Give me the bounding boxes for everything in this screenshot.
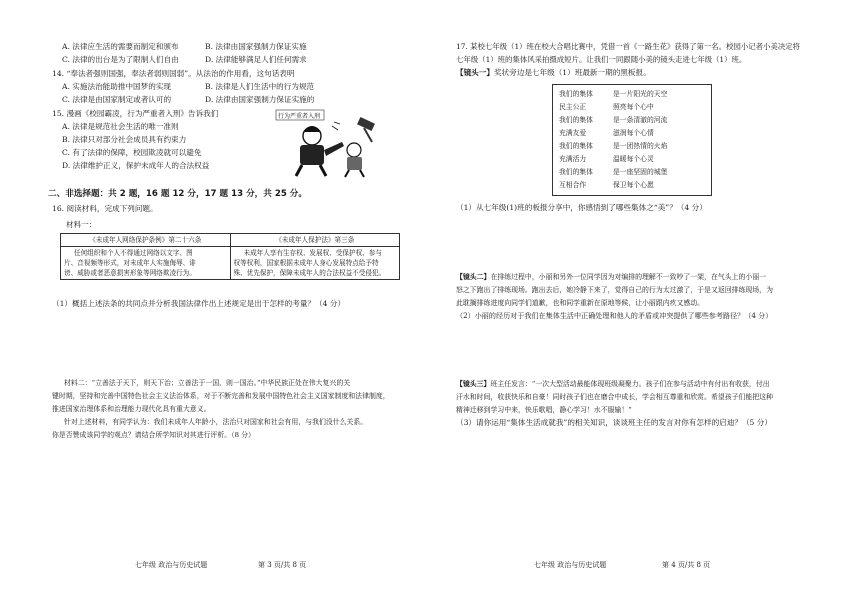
bullying-cartoon-image bbox=[272, 106, 384, 180]
table-cell-left: 任何组织和个人不得通过网络以文字、图 片、音视频等形式，对未成年人实施侮辱、诽 谤、威胁或者恶意损害形象等网络欺凌行为。 bbox=[61, 247, 231, 280]
footer-page-left: 第 3 页/共 8 页 bbox=[258, 561, 307, 569]
board-row: 互相合作 保卫每个心愿 bbox=[559, 181, 654, 189]
q15-stem: 15. 漫画《校园霸凌，行为严重者入刑》告诉我们 bbox=[52, 109, 219, 118]
material2-line-3: 推进国家治理体系和治理能力现代化具有重大意义。 bbox=[52, 405, 211, 413]
footer-page-right: 第 4 页/共 8 页 bbox=[662, 561, 711, 569]
table-cell-right: 未成年人享有生存权、发展权、受保护权、参与 权等权利，国家根据未成年人身心发展特点给予特 殊、优先保护，保障未成年人的合法权益不受侵犯。 bbox=[230, 247, 400, 280]
material2-line-1: 材料二：“立善法于天下，则天下治；立善法于一国，则一国治。”中华民族正处在伟大复兴的关 bbox=[64, 379, 351, 387]
q16-sub2-line-2: 你是否赞成该同学的观点？请结合所学知识对其进行评析。（8 分） bbox=[52, 431, 255, 439]
q17-sub2: （2）小丽的经历对于我们在集体生活中正确处理和他人的矛盾或冲突提供了哪些参考路径？（4 分） bbox=[456, 311, 773, 320]
lens3-line-3: 精神迁移到学习中来，快乐歌唱，静心学习！水不服输！” bbox=[456, 406, 632, 414]
q15-option-b: B. 法律只对部分社会成员具有约束力 bbox=[62, 135, 187, 144]
q17-sub1: （1）从七年级(1)班的板报分享中，你感悟到了哪些集体之“美”？（4 分） bbox=[456, 203, 707, 212]
exam-page-4 bbox=[430, 0, 860, 609]
lens1-line bbox=[456, 68, 651, 78]
q14-stem: 14. “奉法者强则国强，奉法者弱则国弱”。从法治的作用看，这句话表明 bbox=[52, 69, 295, 78]
lens1-tag: 【镜头一】 bbox=[456, 68, 494, 77]
board-row: 充满活力 温暖每个心灵 bbox=[559, 155, 654, 163]
cartoon-caption: 行为严重者入刑 bbox=[278, 113, 321, 120]
q15-option-a: A. 法律是规范社会生活的唯一准则 bbox=[62, 122, 179, 131]
q14-option-c: C. 法律是由国家制定或者认可的 bbox=[62, 95, 172, 104]
q16-intro: 16. 阅读材料，完成下列问题。 bbox=[52, 204, 158, 213]
material2-line-2: 键时期，坚持和完善中国特色社会主义法治体系，对于不断完善和发展中国特色社会主义国家制度和法律制度， bbox=[52, 392, 390, 400]
lens2-line-3: 此耽搁排练进度向同学们道歉，也和同学重新在原地等候，让小丽跟内疚又感动。 bbox=[456, 299, 705, 307]
board-row: 民主公正 照亮每个心中 bbox=[559, 103, 654, 111]
section-2-heading: 二、非选择题：共 2 题，16 题 12 分，17 题 13 分，共 25 分。 bbox=[48, 189, 307, 199]
board-row: 我们的集体 是一片阳光的天空 bbox=[559, 90, 668, 98]
footer-subject-left: 七年级 政治与历史试题 bbox=[135, 561, 208, 569]
board-row: 我们的集体 是一条清澈的河流 bbox=[559, 116, 668, 124]
blackboard-poem bbox=[552, 84, 712, 196]
q15-option-c: C. 有了法律的保障，校园欺凌就可以避免 bbox=[62, 148, 202, 157]
q13-option-a: A. 法律应生活的需要而制定和颁布 bbox=[62, 42, 179, 51]
material1-label: 材料一： bbox=[66, 220, 97, 229]
lens2-tag: 【镜头二】 bbox=[456, 273, 491, 281]
lens2-line-1: 【镜头二】在排练过程中，小丽和另外一位同学因为对编排的理解不一致吵了一架，在气头上的小丽一 bbox=[456, 273, 767, 281]
q16-sub1: （1）概括上述法条的共同点并分析我国法律作出上述规定是出于怎样的考量？（4 分） bbox=[52, 299, 346, 308]
q15-option-d: D. 法律维护正义，保护未成年人的合法权益 bbox=[62, 161, 210, 170]
q14-option-d: D. 法律由国家强制力保证实施的 bbox=[205, 95, 315, 104]
lens1-text: 奖状旁边是七年级（1）班最新一期的黑板报。 bbox=[493, 68, 651, 77]
q17-stem-line-2: 七年级（1）班的集体风采拍摄成短片。让我们一同跟随小美的镜头走进七年级（1）班。 bbox=[456, 55, 747, 64]
table-header-right: 《未成年人保护法》第三条 bbox=[230, 234, 400, 247]
lens3-line-1: 【镜头三】班主任发言：“一次大型活动最能体现班级凝聚力。孩子们在参与活动中有付出有收获，付出 bbox=[456, 380, 770, 388]
lens2-line-2: 怒之下跑出了排练现场。跑出去后，她冷静下来了，觉得自己的行为太过激了，于是又返回排练现场，为 bbox=[456, 286, 773, 294]
board-row: 充满友爱 滋润每个心情 bbox=[559, 129, 654, 137]
q13-option-c: C. 法律的出台是为了限制人们自由 bbox=[62, 55, 179, 64]
q13-option-d: D. 法律能够满足人们任何需求 bbox=[205, 55, 307, 64]
q16-sub2-line-1: 针对上述材料，有同学认为：我们未成年人年龄小，法治只对国家和社会有用，与我们没什么关系。 bbox=[64, 418, 368, 426]
lens3-tag: 【镜头三】 bbox=[456, 380, 491, 388]
q13-option-b: B. 法律由国家强制力保证实施 bbox=[205, 42, 307, 51]
lens3-line-2: 汗水和时间，收获快乐和自豪！同时孩子们也在磨合中成长，学会相互尊重和欣赏。希望孩子们能把这种 bbox=[456, 393, 773, 401]
table-header-left: 《未成年人网络保护条例》第二十六条 bbox=[61, 234, 231, 247]
board-row: 我们的集体 是一团热情的火焰 bbox=[559, 142, 668, 150]
law-articles-table bbox=[60, 233, 400, 280]
q14-option-a: A. 实施法治能助推中国梦的实现 bbox=[62, 82, 172, 91]
q14-option-b: B. 法律是人们生活中的行为规范 bbox=[205, 82, 315, 91]
q17-sub3: （3）请你运用“集体生活成就我”的相关知识，谈谈班主任的发言对你有怎样的启迪？（5 分） bbox=[456, 418, 772, 427]
board-row: 我们的集体 是一座坚固的城堡 bbox=[559, 168, 668, 176]
footer-subject-right: 七年级 政治与历史试题 bbox=[534, 561, 607, 569]
q17-stem-line-1: 17. 某校七年级（1）班在校大合唱比赛中，凭借一首《一路生花》获得了第一名。校园小记者小美决定将 bbox=[456, 42, 800, 51]
